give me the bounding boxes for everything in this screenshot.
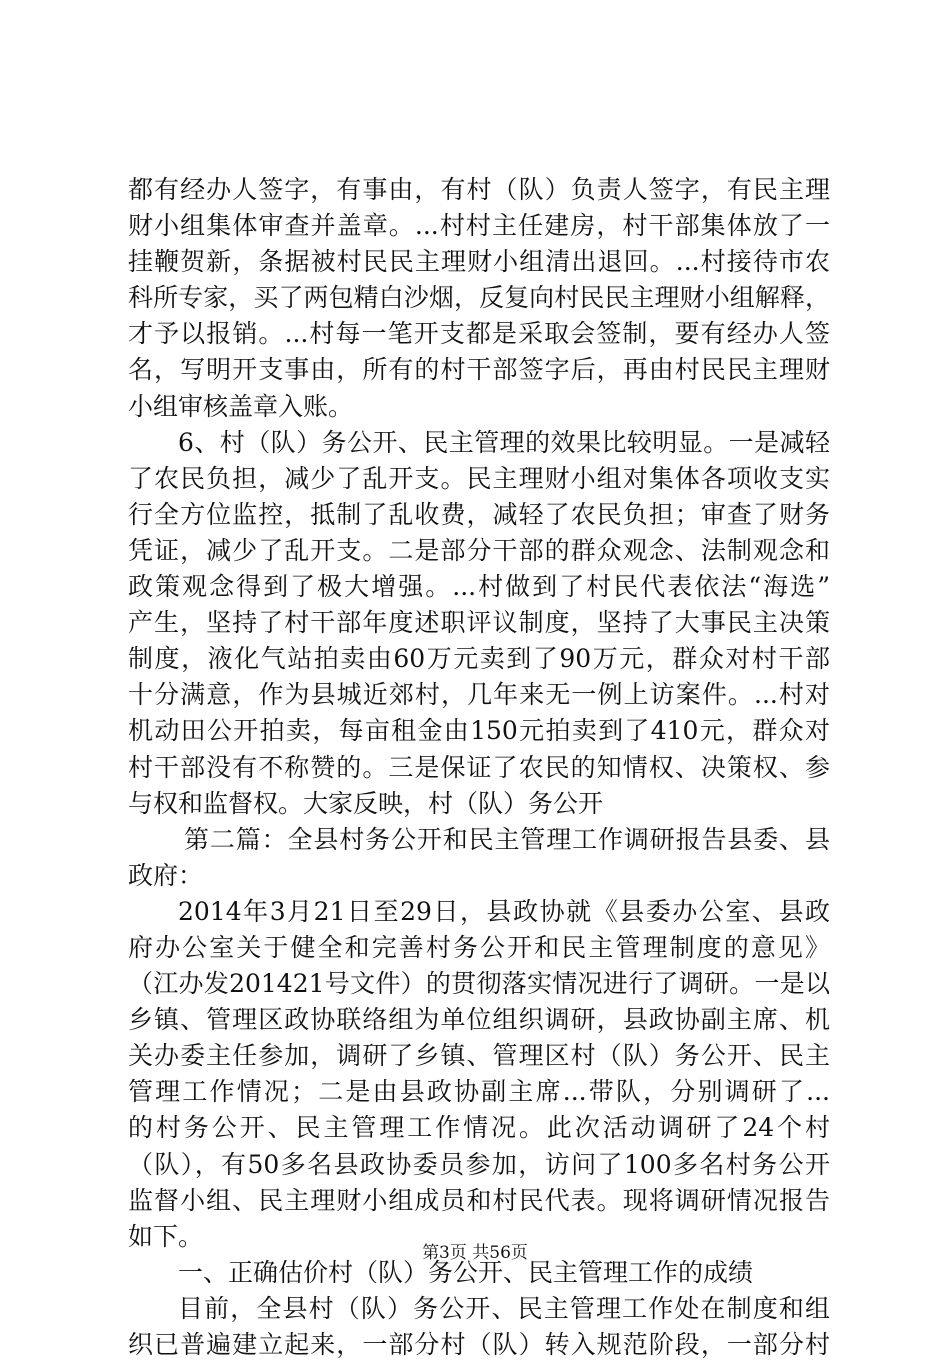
text-line: 机动田公开拍卖，每亩租金由150元拍卖到了410元，群众对	[128, 716, 830, 746]
text-line: 产生，坚持了村干部年度述职评议制度，坚持了大事民主决策	[128, 608, 830, 638]
text-line: 关办委主任参加，调研了乡镇、管理区村（队）务公开、民主	[128, 1041, 830, 1071]
text-line: 挂鞭贺新，条据被村民民主理财小组清出退回。...村接待市农	[128, 247, 830, 277]
text-line: 十分满意，作为县城近郊村，几年来无一例上访案件。...村对	[128, 680, 830, 710]
text-line: 乡镇、管理区政协联络组为单位组织调研，县政协副主席、机	[128, 1005, 830, 1035]
text-line: 制度，液化气站拍卖由60万元卖到了90万元，群众对村干部	[128, 644, 830, 674]
text-line: （队），有50多名县政协委员参加，访问了100多名村务公开	[128, 1149, 830, 1179]
text-line: 科所专家，买了两包精白沙烟，反复向村民民主理财小组解释，	[128, 283, 830, 313]
text-line: 了农民负担，减少了乱开支。民主理财小组对集体各项收支实	[128, 463, 830, 493]
text-line: 如下。	[128, 1221, 204, 1251]
text-line: 村干部没有不称赞的。三是保证了农民的知情权、决策权、参	[128, 752, 830, 782]
paragraph-start-line: 目前，全县村（队）务公开、民主管理工作处在制度和组	[178, 1293, 830, 1323]
section-heading-line: 第二篇：全县村务公开和民主管理工作调研报告县委、县	[184, 824, 830, 854]
section-heading-line: 政府：	[128, 860, 204, 890]
text-line: 政策观念得到了极大增强。...村做到了村民代表依法“海选”	[128, 572, 830, 602]
subheading-line: 一、正确估价村（队）务公开、民主管理工作的成绩	[178, 1257, 754, 1287]
text-line: 与权和监督权。大家反映，村（队）务公开	[128, 788, 604, 818]
text-line: 都有经办人签字，有事由，有村（队）负责人签字，有民主理	[128, 175, 830, 204]
document-body	[128, 172, 830, 1363]
text-line: 凭证，减少了乱开支。二是部分干部的群众观念、法制观念和	[128, 535, 830, 565]
text-line: 行全方位监控，抵制了乱收费，减轻了农民负担；审查了财务	[128, 499, 830, 529]
text-line: 的村务公开、民主管理工作情况。此次活动调研了24个村	[128, 1113, 830, 1143]
text-line: 织已普遍建立起来，一部分村（队）转入规范阶段，一部分村	[128, 1330, 830, 1359]
text-line: 财小组集体审查并盖章。...村村主任建房，村干部集体放了一	[128, 211, 830, 241]
page-number-footer: 第3页 共56页	[422, 1243, 528, 1263]
text-line: （江办发201421号文件）的贯彻落实情况进行了调研。一是以	[128, 969, 830, 999]
paragraph-start-line: 2014年3月21日至29日，县政协就《县委办公室、县政	[178, 896, 830, 926]
text-line: 监督小组、民主理财小组成员和村民代表。现将调研情况报告	[128, 1185, 830, 1215]
text-line: 府办公室关于健全和完善村务公开和民主管理制度的意见》	[128, 932, 830, 962]
text-line: 管理工作情况；二是由县政协副主席...带队，分别调研了...	[128, 1077, 830, 1107]
text-line: 才予以报销。...村每一笔开支都是采取会签制，要有经办人签	[128, 319, 830, 349]
text-line: 名，写明开支事由，所有的村干部签字后，再由村民民主理财	[128, 355, 830, 385]
paragraph-start-line: 6、村（队）务公开、民主管理的效果比较明显。一是减轻	[178, 427, 830, 457]
text-line: 小组审核盖章入账。	[128, 391, 354, 421]
